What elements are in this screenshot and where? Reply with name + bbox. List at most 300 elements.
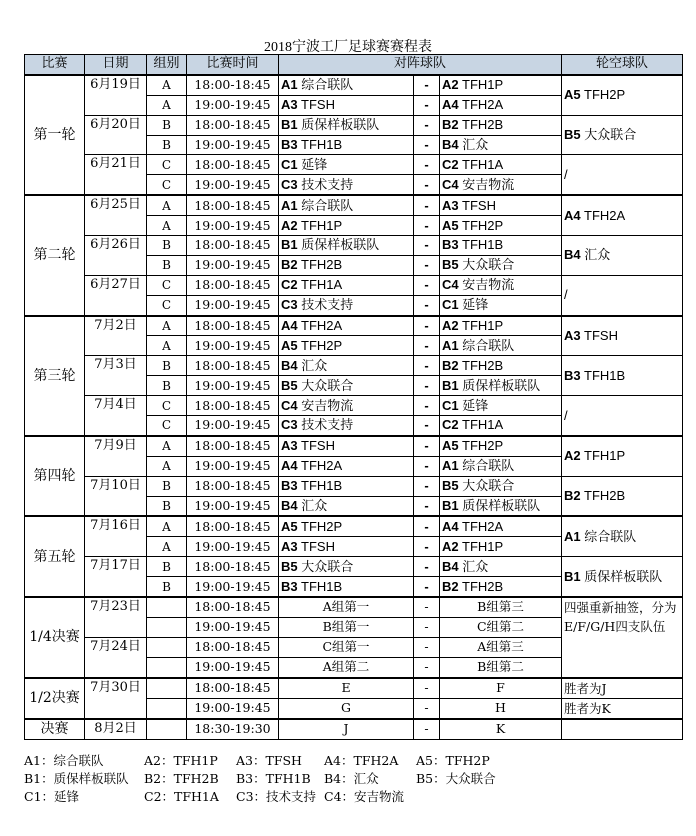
team-name: 延锋 [462, 297, 489, 313]
team-name: 安吉物流 [462, 277, 515, 293]
home-team [279, 577, 414, 597]
match-date: 7月23日 [85, 597, 147, 637]
team-name: TFH2B [462, 357, 504, 373]
vs-dash: - [414, 698, 440, 719]
team-code: B4 [442, 137, 459, 152]
match-time: 19:00-19:45 [187, 537, 279, 557]
home-team [279, 236, 414, 256]
match-time: 18:00-18:45 [187, 516, 279, 536]
team-code: A3 [281, 97, 298, 113]
vs-dash: - [414, 416, 440, 436]
home-team [279, 255, 414, 275]
match-group: B [147, 115, 187, 135]
team-name: TFH2A [462, 518, 504, 534]
match-date: 7月16日 [85, 516, 147, 556]
away-team [440, 496, 562, 516]
home-team [279, 356, 414, 376]
team-name: 技术支持 [301, 176, 354, 192]
match-group: A [147, 75, 187, 95]
away-team [440, 295, 562, 315]
team-name: TFH2P [462, 217, 504, 233]
match-row [25, 115, 683, 135]
match-row [25, 516, 683, 536]
team-name: 质保样板联队 [584, 568, 663, 584]
team-name: 大众联合 [301, 377, 354, 393]
match-group: B [147, 236, 187, 256]
team-code: A5 [281, 337, 298, 353]
away-team [440, 356, 562, 376]
team-code: A5 [442, 217, 459, 233]
team-name: 综合联队 [462, 337, 515, 353]
match-time: 18:00-18:45 [187, 637, 279, 657]
team-name: 延锋 [462, 397, 489, 413]
home-team [279, 537, 414, 557]
home-team [279, 456, 414, 476]
vs-dash: - [414, 115, 440, 135]
team-name: TFSH [584, 327, 618, 343]
team-code: B5 [281, 558, 298, 574]
match-date: 6月19日 [85, 75, 147, 115]
vs-dash: - [414, 255, 440, 275]
match-time: 19:00-19:45 [187, 376, 279, 396]
team-name: TFH2P [584, 87, 626, 103]
match-time: 19:00-19:45 [187, 577, 279, 597]
match-date: 7月3日 [85, 356, 147, 396]
match-row [25, 396, 683, 416]
legend-row [24, 788, 506, 806]
away-team [440, 416, 562, 436]
match-time: 19:00-19:45 [187, 336, 279, 356]
team-name: 综合联队 [301, 77, 354, 93]
team-name: TFSH [301, 97, 335, 113]
team-name: TFH2P [301, 518, 343, 534]
away-team [440, 216, 562, 236]
match-row [25, 436, 683, 456]
away-slot: K [440, 719, 562, 739]
match-group: A [147, 516, 187, 536]
match-group: B [147, 557, 187, 577]
away-team [440, 436, 562, 456]
team-code: A3 [281, 538, 298, 554]
team-name: TFH1B [462, 237, 504, 253]
team-name: 安吉物流 [301, 397, 354, 413]
team-code: A5 [442, 438, 459, 454]
match-group: A [147, 316, 187, 336]
match-row [25, 195, 683, 215]
bye-team [562, 236, 683, 276]
match-group: B [147, 476, 187, 496]
legend-item: A1：综合联队 [24, 753, 104, 768]
away-team [440, 275, 562, 295]
match-date: 6月27日 [85, 275, 147, 315]
vs-dash: - [414, 436, 440, 456]
team-name: TFH1P [462, 318, 504, 334]
vs-dash: - [414, 516, 440, 536]
bye-team [562, 316, 683, 356]
home-team [279, 295, 414, 315]
match-date: 7月2日 [85, 316, 147, 356]
away-team [440, 376, 562, 396]
stage-note: 四强重新抽签，分为E/F/G/H四支队伍 [562, 597, 683, 678]
team-code: C2 [442, 156, 459, 172]
match-date: 7月24日 [85, 637, 147, 677]
stage-name: 决赛 [25, 719, 85, 739]
bye-team [562, 195, 683, 235]
vs-dash: - [414, 557, 440, 577]
vs-dash: - [414, 135, 440, 155]
match-group [147, 719, 187, 739]
away-team [440, 456, 562, 476]
match-group: B [147, 135, 187, 155]
match-group: B [147, 376, 187, 396]
match-date: 7月4日 [85, 396, 147, 436]
match-time: 18:00-18:45 [187, 195, 279, 215]
vs-dash: - [414, 195, 440, 215]
team-code: B5 [442, 478, 459, 494]
team-code: A3 [281, 438, 298, 454]
team-code: C2 [281, 277, 298, 293]
team-code: A1 [281, 197, 298, 213]
vs-dash: - [414, 537, 440, 557]
match-time: 18:00-18:45 [187, 476, 279, 496]
header-group: 组别 [147, 55, 187, 75]
header-match: 对阵球队 [279, 55, 562, 75]
match-date: 6月21日 [85, 155, 147, 195]
vs-dash: - [414, 155, 440, 175]
bye-team [562, 436, 683, 476]
match-time: 18:00-18:45 [187, 316, 279, 336]
away-team [440, 175, 562, 195]
round-name: 第三轮 [25, 316, 85, 436]
team-code: A5 [564, 87, 581, 103]
match-group: C [147, 416, 187, 436]
team-code: B2 [442, 578, 459, 594]
home-team [279, 516, 414, 536]
team-code: C4 [281, 397, 298, 413]
match-date: 7月30日 [85, 678, 147, 719]
legend-item: B3：TFH1B [236, 771, 311, 786]
team-name: 质保样板联队 [301, 237, 380, 253]
away-slot: C组第二 [440, 617, 562, 637]
match-time: 18:00-18:45 [187, 678, 279, 699]
team-name: TFH2A [301, 318, 343, 334]
knockout-row [25, 597, 683, 617]
team-code: B5 [442, 257, 459, 273]
match-time: 18:00-18:45 [187, 155, 279, 175]
vs-dash: - [414, 456, 440, 476]
away-slot: B组第二 [440, 657, 562, 677]
team-name: TFH1P [462, 538, 504, 554]
team-code: B1 [281, 117, 298, 133]
match-group: A [147, 537, 187, 557]
bye-team [562, 75, 683, 115]
vs-dash: - [414, 376, 440, 396]
team-name: TFH2P [301, 337, 343, 353]
team-code: A1 [442, 458, 459, 474]
away-team [440, 516, 562, 536]
page-title: 2018宁波工厂足球赛赛程表 [264, 40, 432, 55]
team-name: TFSH [301, 538, 335, 554]
team-name: 安吉物流 [462, 176, 515, 192]
home-team [279, 135, 414, 155]
home-team [279, 175, 414, 195]
team-code: B4 [564, 247, 581, 263]
away-slot: F [440, 678, 562, 699]
team-code: A2 [564, 448, 581, 464]
team-code: A1 [442, 337, 459, 353]
team-name: 延锋 [301, 156, 328, 172]
team-code: C4 [442, 176, 459, 192]
match-time: 19:00-19:45 [187, 617, 279, 637]
home-team [279, 195, 414, 215]
team-code: B1 [281, 237, 298, 253]
team-name: TFSH [301, 438, 335, 454]
match-group: B [147, 356, 187, 376]
match-date: 6月20日 [85, 115, 147, 155]
vs-dash: - [414, 95, 440, 115]
match-time: 19:00-19:45 [187, 216, 279, 236]
team-code: A4 [442, 518, 459, 534]
match-group: A [147, 456, 187, 476]
legend-item: B4：汇众 [324, 771, 379, 786]
team-name: TFH1P [584, 448, 626, 464]
match-group [147, 597, 187, 617]
away-team [440, 336, 562, 356]
team-name: TFH2B [462, 117, 504, 133]
vs-dash: - [414, 336, 440, 356]
team-code: B2 [442, 117, 459, 133]
away-team [440, 537, 562, 557]
team-code: A4 [281, 458, 298, 474]
team-code: A4 [442, 97, 459, 113]
round-name: 第一轮 [25, 75, 85, 195]
home-team [279, 155, 414, 175]
match-group [147, 657, 187, 677]
away-team [440, 155, 562, 175]
bye-team [562, 275, 683, 315]
match-time: 19:00-19:45 [187, 496, 279, 516]
team-name: 技术支持 [301, 297, 354, 313]
match-time: 19:00-19:45 [187, 135, 279, 155]
vs-dash: - [414, 275, 440, 295]
vs-dash: - [414, 216, 440, 236]
team-code: B2 [281, 257, 298, 273]
away-slot: H [440, 698, 562, 719]
team-code: C3 [281, 297, 298, 313]
team-name: TFH2A [462, 97, 504, 113]
match-time: 18:00-18:45 [187, 436, 279, 456]
match-date: 6月26日 [85, 236, 147, 276]
match-time: 18:00-18:45 [187, 236, 279, 256]
team-code: A2 [442, 77, 459, 93]
header-bye: 轮空球队 [562, 55, 683, 75]
match-time: 18:00-18:45 [187, 75, 279, 95]
legend-item: B2：TFH2B [144, 771, 219, 786]
team-name: TFH2B [301, 257, 343, 273]
match-note: 胜者为K [562, 698, 683, 719]
team-name: 大众联合 [462, 257, 515, 273]
match-date: 7月17日 [85, 557, 147, 597]
match-row [25, 275, 683, 295]
bye-team [562, 155, 683, 195]
team-name: 汇众 [584, 247, 611, 263]
match-time: 18:30-19:30 [187, 719, 279, 739]
team-name: TFH1P [462, 77, 504, 93]
home-slot: C组第一 [279, 637, 414, 657]
header-date: 日期 [85, 55, 147, 75]
match-group [147, 637, 187, 657]
match-time: 18:00-18:45 [187, 356, 279, 376]
legend-item: A2：TFH1P [144, 753, 218, 768]
team-code: B5 [564, 127, 581, 143]
round-name: 第四轮 [25, 436, 85, 517]
legend-item: B5：大众联合 [416, 771, 496, 786]
match-time: 18:00-18:45 [187, 557, 279, 577]
match-group: C [147, 295, 187, 315]
knockout-row [25, 678, 683, 699]
team-code: B1 [442, 377, 459, 393]
match-time: 19:00-19:45 [187, 95, 279, 115]
team-code: B3 [281, 478, 298, 494]
stage-name: 1/2决赛 [25, 678, 85, 719]
team-name: 汇众 [462, 558, 489, 574]
away-team [440, 95, 562, 115]
team-code: A1 [564, 528, 581, 544]
team-code: C3 [281, 176, 298, 192]
team-code: A4 [564, 207, 581, 223]
team-code: B2 [442, 357, 459, 373]
match-date: 7月9日 [85, 436, 147, 476]
legend-item: C3：技术支持 [236, 789, 317, 804]
legend-item: A4：TFH2A [324, 753, 399, 768]
match-row [25, 155, 683, 175]
legend-item: C4：安吉物流 [324, 789, 405, 804]
team-code: B3 [442, 237, 459, 253]
match-group: B [147, 577, 187, 597]
home-team [279, 396, 414, 416]
team-name: 汇众 [301, 498, 328, 514]
home-slot: G [279, 698, 414, 719]
team-code: A1 [281, 77, 298, 93]
away-team [440, 316, 562, 336]
home-team [279, 436, 414, 456]
vs-dash: - [414, 75, 440, 95]
team-name: / [564, 287, 568, 303]
match-time: 18:00-18:45 [187, 115, 279, 135]
away-team [440, 75, 562, 95]
legend-item: C2：TFH1A [144, 789, 219, 804]
team-name: 汇众 [301, 357, 328, 373]
home-team [279, 316, 414, 336]
away-team [440, 396, 562, 416]
team-name: TFH1B [584, 367, 626, 383]
team-code: C3 [281, 417, 298, 433]
match-group [147, 698, 187, 719]
match-time: 19:00-19:45 [187, 456, 279, 476]
team-code: B4 [281, 357, 298, 373]
home-team [279, 275, 414, 295]
away-team [440, 195, 562, 215]
team-code: B3 [281, 578, 298, 594]
team-name: / [564, 407, 568, 423]
team-name: 技术支持 [301, 417, 354, 433]
vs-dash: - [414, 236, 440, 256]
bye-team [562, 396, 683, 436]
legend-item: A5：TFH2P [416, 753, 490, 768]
home-team [279, 75, 414, 95]
match-row [25, 316, 683, 336]
header-row [25, 55, 683, 75]
match-time: 19:00-19:45 [187, 175, 279, 195]
away-team [440, 255, 562, 275]
team-code: A2 [281, 217, 298, 233]
team-code: A3 [564, 327, 581, 343]
team-name: 大众联合 [584, 127, 637, 143]
team-code: B3 [281, 137, 298, 152]
away-team [440, 476, 562, 496]
team-code: A5 [281, 518, 298, 534]
match-group: A [147, 216, 187, 236]
match-group: C [147, 175, 187, 195]
team-name: TFH1A [462, 417, 504, 433]
match-row [25, 356, 683, 376]
home-team [279, 115, 414, 135]
away-slot: A组第三 [440, 637, 562, 657]
team-code: B4 [281, 498, 298, 514]
match-group: B [147, 496, 187, 516]
match-date: 7月10日 [85, 476, 147, 516]
team-name: 综合联队 [301, 197, 354, 213]
match-group: C [147, 155, 187, 175]
vs-dash: - [414, 316, 440, 336]
bye-team [562, 516, 683, 556]
vs-dash: - [414, 356, 440, 376]
legend-row [24, 770, 506, 788]
match-group: A [147, 195, 187, 215]
away-team [440, 557, 562, 577]
match-time: 19:00-19:45 [187, 295, 279, 315]
home-team [279, 416, 414, 436]
legend-item: B1：质保样板联队 [24, 771, 129, 786]
vs-dash: - [414, 657, 440, 677]
legend-item: C1：延锋 [24, 789, 80, 804]
team-code: C1 [442, 297, 459, 313]
vs-dash: - [414, 597, 440, 617]
team-name: 综合联队 [584, 528, 637, 544]
team-name: 质保样板联队 [462, 377, 541, 393]
away-team [440, 135, 562, 155]
team-name: TFH2A [301, 458, 343, 474]
team-name: 大众联合 [301, 558, 354, 574]
match-group [147, 617, 187, 637]
round-name: 第五轮 [25, 516, 85, 597]
team-name: TFH2B [584, 488, 626, 504]
team-name: 质保样板联队 [301, 117, 380, 133]
team-code: B4 [442, 558, 459, 574]
team-code: A4 [281, 318, 298, 334]
home-slot: B组第一 [279, 617, 414, 637]
team-code: B5 [281, 377, 298, 393]
match-row [25, 557, 683, 577]
team-name: TFH1A [462, 156, 504, 172]
home-team [279, 216, 414, 236]
team-code: B2 [564, 488, 581, 504]
team-code: C1 [442, 397, 459, 413]
home-slot: J [279, 719, 414, 739]
knockout-row [25, 719, 683, 739]
team-name: TFH1B [301, 137, 343, 152]
vs-dash: - [414, 637, 440, 657]
